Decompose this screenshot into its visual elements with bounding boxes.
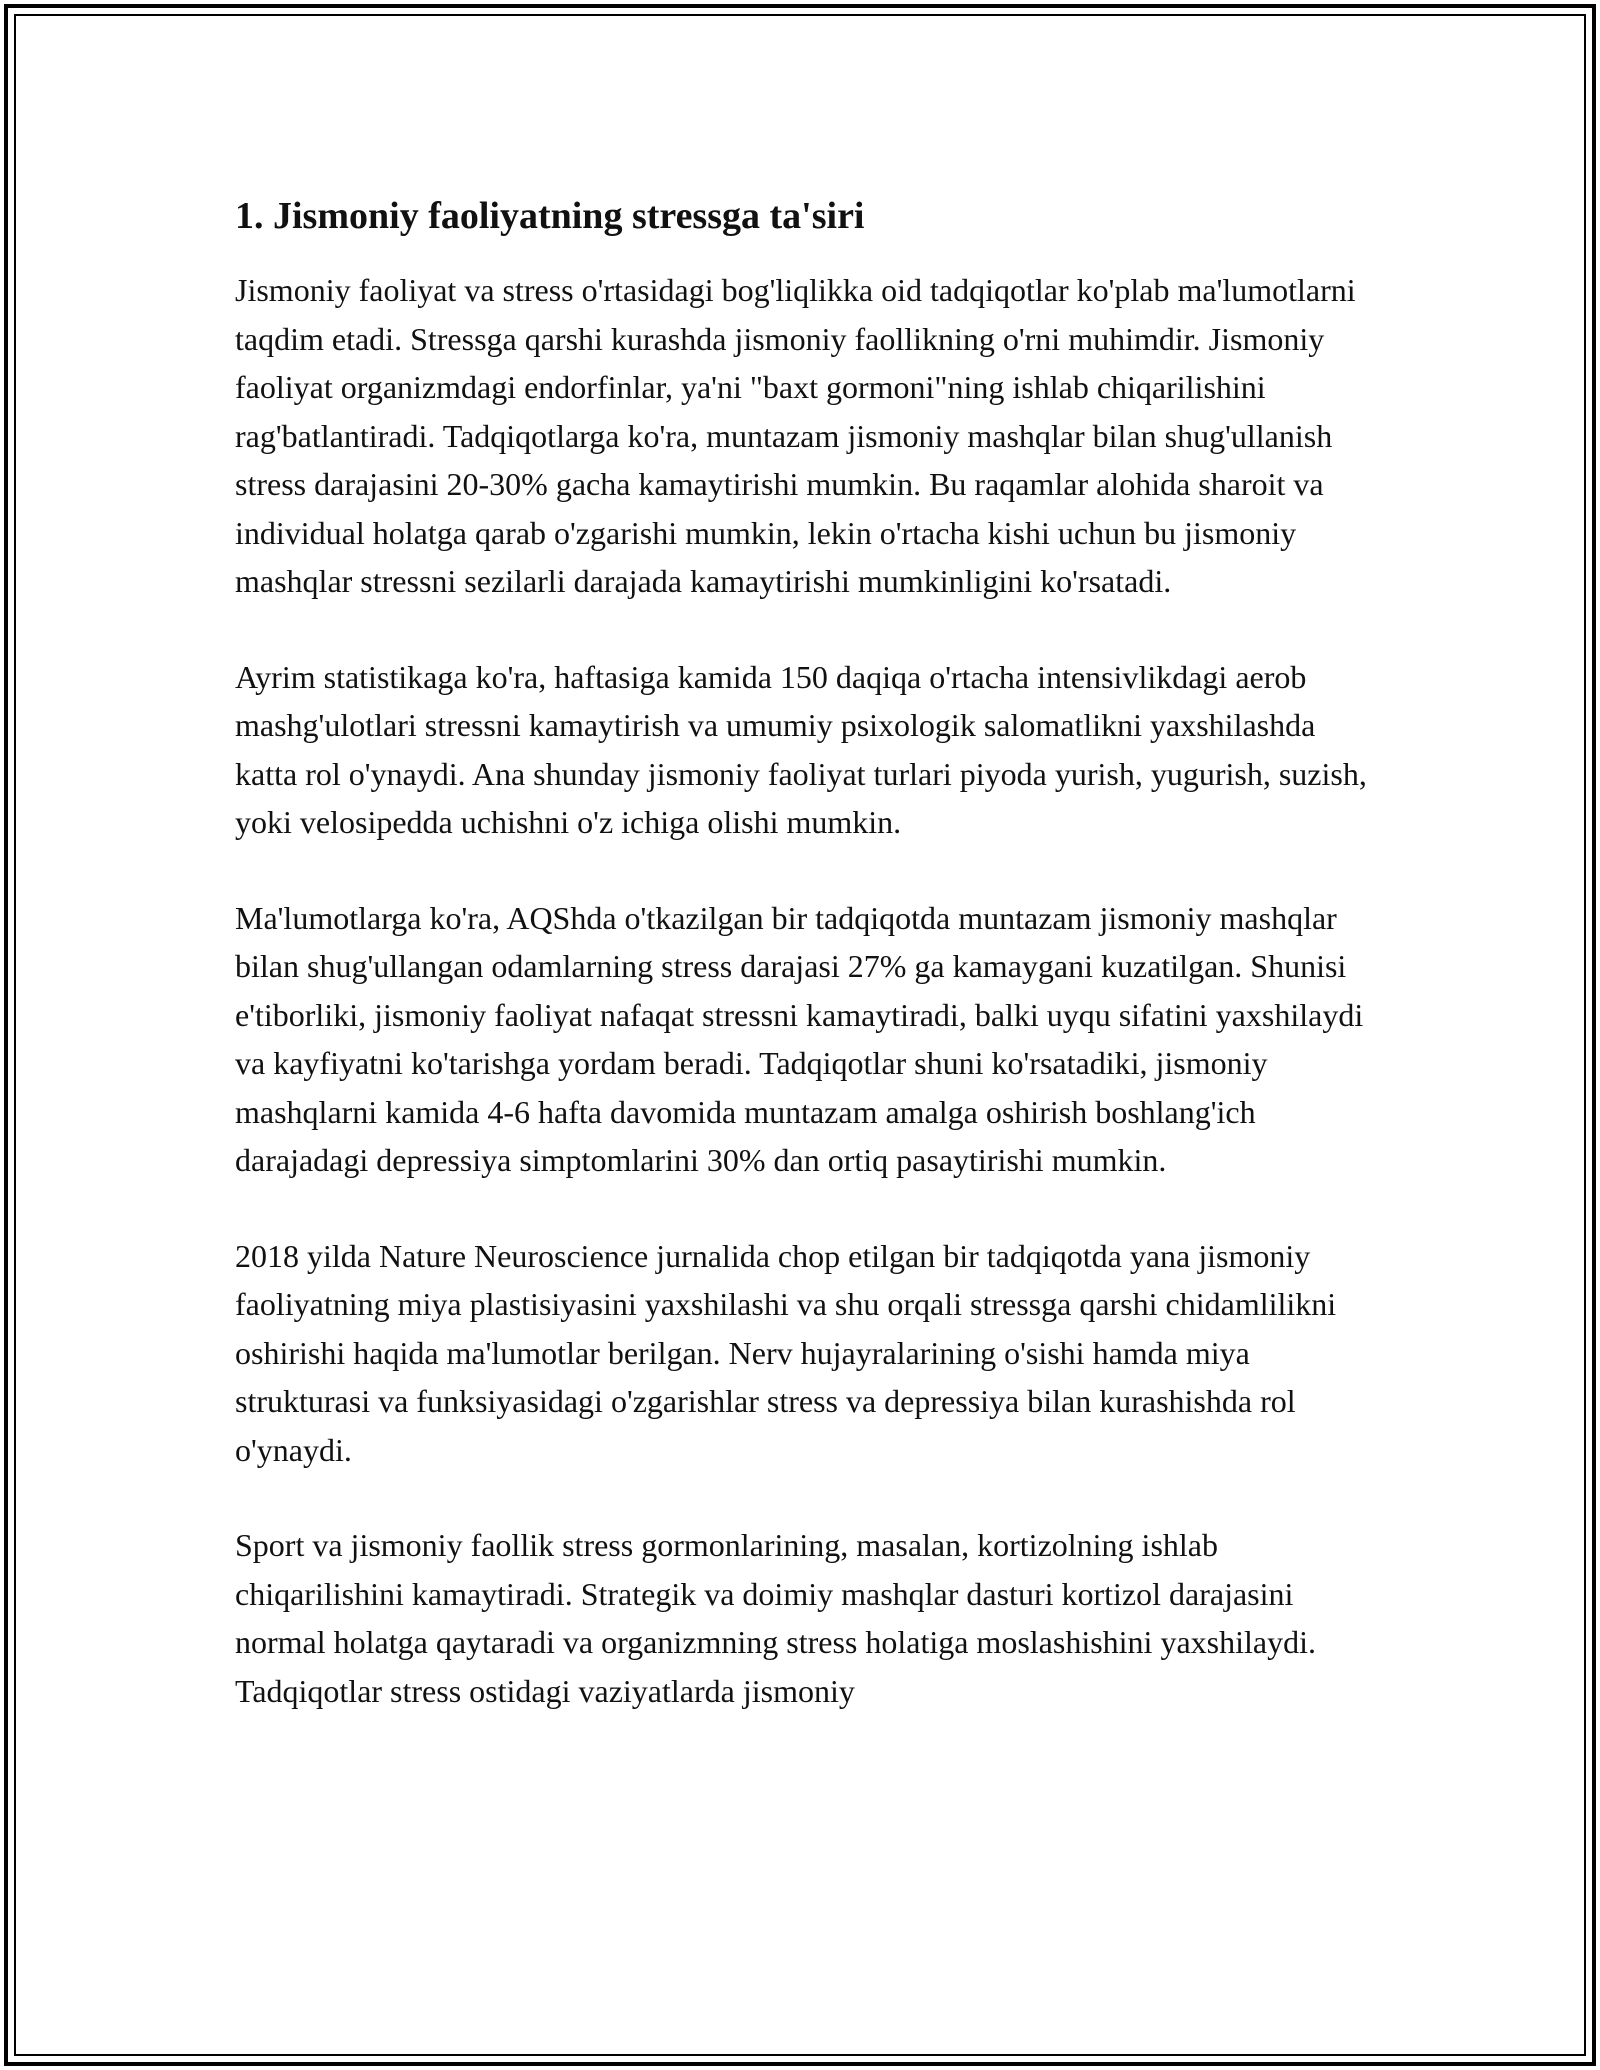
paragraph-5: Sport va jismoniy faollik stress gormonlarining, masalan, kortizolning ishlab chiqarilishini kamaytiradi. Strategik va doimiy mashqlar dasturi kortizol darajasini normal holatga qaytaradi va organizmning stress holatiga moslashishini yaxshilaydi. Tadqiqotlar stress ostidagi vaziyatlarda jismoniy [235,1527,1316,1709]
section-heading: 1. Jismoniy faoliyatning stressga ta'siri [235,195,865,237]
paragraph-2: Ayrim statistikaga ko'ra, haftasiga kamida 150 daqiqa o'rtacha intensivlikdagi aerob mashg'ulotlari stressni kamaytirish va umumiy psixologik salomatlikni yaxshilashda katta rol o'ynaydi. Ana shunday jismoniy faoliyat turlari piyoda yurish, yugurish, suzish, yoki velosipedda uchishni o'z ichiga olishi mumkin. [235,658,1367,840]
paragraph-3: Ma'lumotlarga ko'ra, AQShda o'tkazilgan bir tadqiqotda muntazam jismoniy mashqlar bilan shug'ullangan odamlarning stress darajasi 27% ga kamaygani kuzatilgan. Shunisi e'tiborliki, jismoniy faoliyat nafaqat stressni kamaytiradi, balki uyqu sifatini yaxshilaydi va kayfiyatni ko'tarishga yordam beradi. Tadqiqotlar shuni ko'rsatadiki, jismoniy mashqlarni kamida 4-6 hafta davomida muntazam amalga oshirish boshlang'ich darajadagi depressiya simptomlarini 30% dan ortiq pasaytirishi mumkin. [235,899,1364,1178]
paragraph-1: Jismoniy faoliyat va stress o'rtasidagi bog'liqlikka oid tadqiqotlar ko'plab ma'lumotlarni taqdim etadi. Stressga qarshi kurashda jismoniy faollikning o'rni muhimdir. Jismoniy faoliyat organizmdagi endorfinlar, ya'ni "baxt gormoni"ning ishlab chiqarilishini rag'batlantiradi. Tadqiqotlarga ko'ra, muntazam jismoniy mashqlar bilan shug'ullanish stress darajasini 20-30% gacha kamaytirishi mumkin. Bu raqamlar alohida sharoit va individual holatga qarab o'zgarishi mumkin, lekin o'rtacha kishi uchun bu jismoniy mashqlar stressni sezilarli darajada kamaytirishi mumkinligini ko'rsatadi. [235,272,1356,599]
document-body [235,188,1375,1715]
paragraph-4: 2018 yilda Nature Neuroscience jurnalida chop etilgan bir tadqiqotda yana jismoniy faoliyatning miya plastisiyasini yaxshilashi va shu orqali stressga qarshi chidamlilikni oshirishi haqida ma'lumotlar berilgan. Nerv hujayralarining o'sishi hamda miya strukturasi va funksiyasidagi o'zgarishlar stress va depressiya bilan kurashishda rol o'ynaydi. [235,1237,1337,1468]
